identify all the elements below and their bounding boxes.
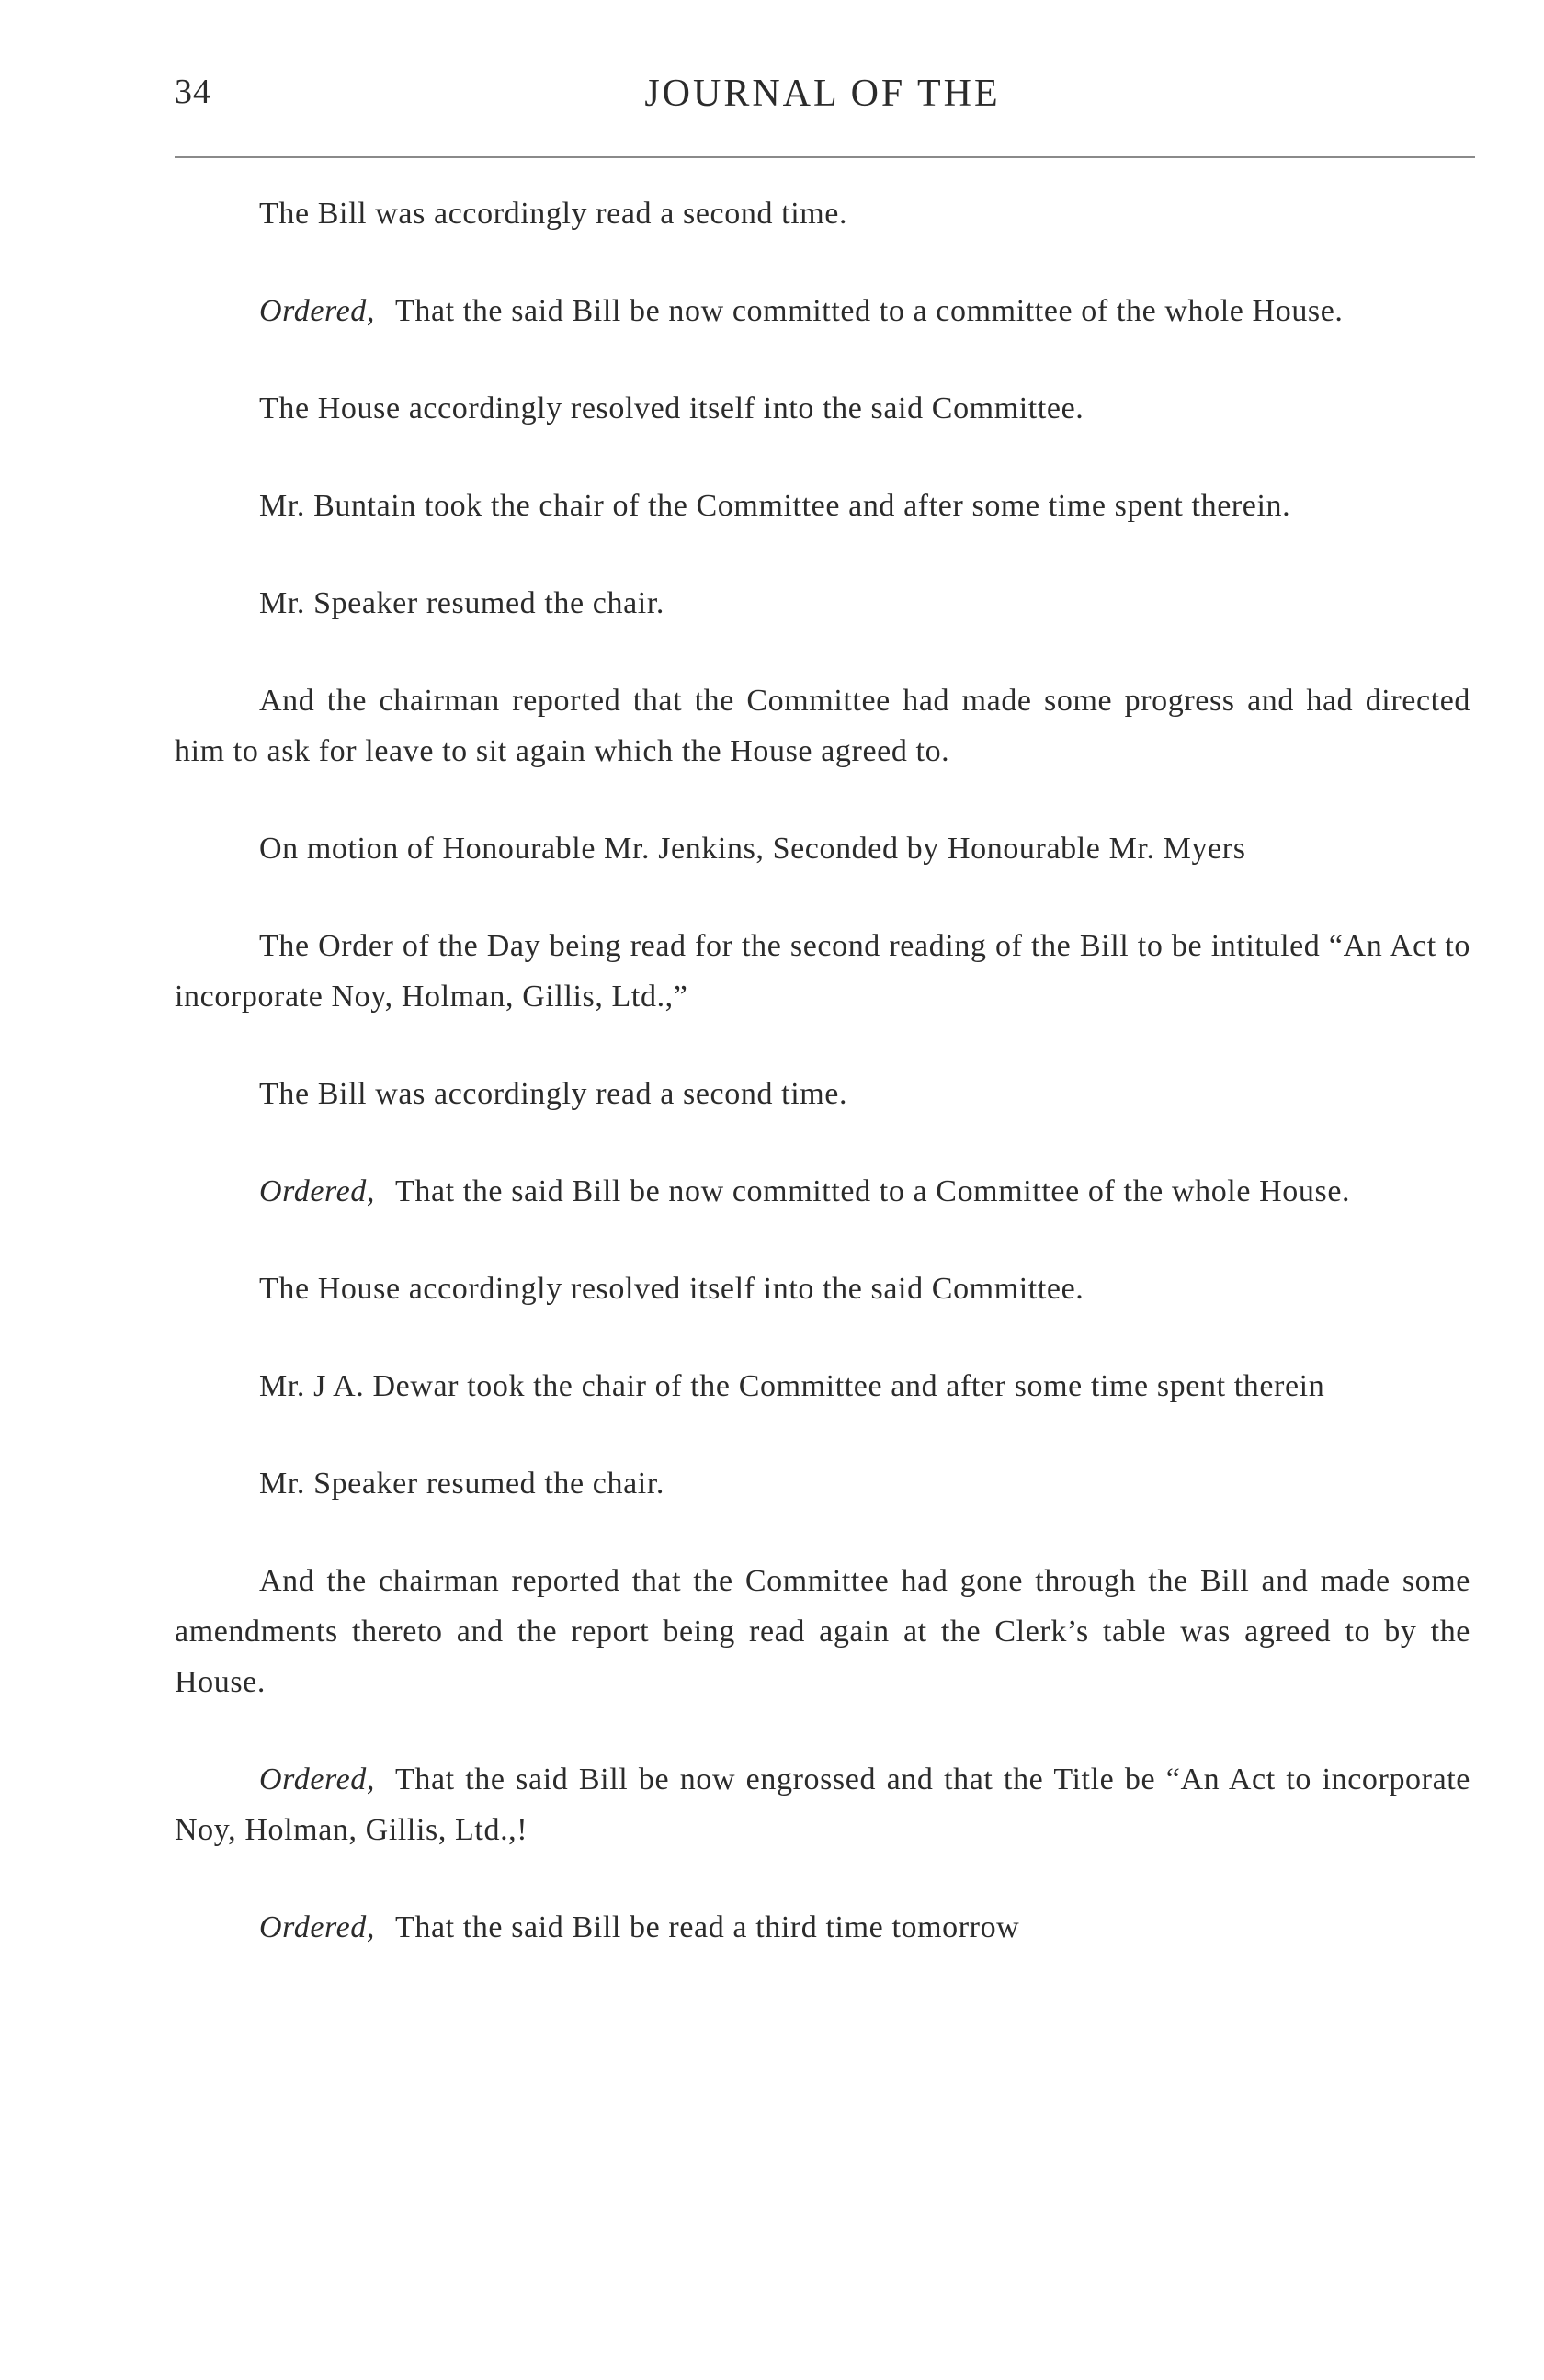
paragraph [175,1069,1470,1119]
paragraph-text: The House accordingly resolved itself into the said Committee. [259,1272,1084,1306]
paragraph-text: The Order of the Day being read for the second reading of the Bill to be intituled “An Act to incorporate Noy, Holman, Gillis, Ltd.,” [175,929,1470,1014]
ordered-lead: Ordered, [259,1762,375,1796]
paragraph-text: Mr. Buntain took the chair of the Committee and after some time spent therein. [259,489,1291,523]
paragraph-text: Mr. Speaker resumed the chair. [259,1467,664,1501]
paragraph [175,1556,1470,1707]
paragraph-text: That the said Bill be now committed to a Committee of the whole House. [394,1174,1351,1208]
paragraph-text: On motion of Honourable Mr. Jenkins, Seconded by Honourable Mr. Myers [259,832,1246,866]
paragraph-text: Mr. J A. Dewar took the chair of the Committee and after some time spent therein [259,1369,1325,1403]
paragraph [175,1361,1470,1411]
paragraph-text: The House accordingly resolved itself into the said Committee. [259,391,1084,425]
order-paragraph [175,1754,1470,1855]
paragraph [175,1458,1470,1509]
order-paragraph [175,1902,1470,1953]
page-number: 34 [175,73,211,111]
paragraph-text: That the said Bill be now engrossed and that the Title be “An Act to incorporate Noy, Holman, Gillis, Ltd.,! [175,1762,1470,1847]
page-header [175,72,1470,127]
paragraph [175,188,1470,239]
paragraph-text: That the said Bill be read a third time tomorrow [394,1910,1020,1944]
paragraph-text: And the chairman reported that the Committee had made some progress and had directed him to ask for leave to sit again which the House agreed to. [175,684,1470,768]
paragraph-text: That the said Bill be now committed to a committee of the whole House. [394,294,1344,328]
paragraph [175,481,1470,531]
paragraph [175,823,1470,874]
journal-body [175,188,1470,2000]
paragraph [175,1264,1470,1314]
order-paragraph [175,286,1470,336]
paragraph [175,675,1470,776]
running-title: JOURNAL OF THE [644,73,1001,115]
paragraph [175,921,1470,1022]
paragraph [175,578,1470,629]
order-paragraph [175,1166,1470,1217]
paragraph-text: Mr. Speaker resumed the chair. [259,586,664,620]
ordered-lead: Ordered, [259,294,375,328]
paragraph [175,383,1470,434]
ordered-lead: Ordered, [259,1174,375,1208]
ordered-lead: Ordered, [259,1910,375,1944]
paragraph-text: And the chairman reported that the Committee had gone through the Bill and made some amendments thereto and the report being read again at the Clerk’s table was agreed to by the House. [175,1564,1470,1699]
header-rule [175,156,1475,158]
paragraph-text: The Bill was accordingly read a second time. [259,197,848,231]
paragraph-text: The Bill was accordingly read a second time. [259,1077,848,1111]
